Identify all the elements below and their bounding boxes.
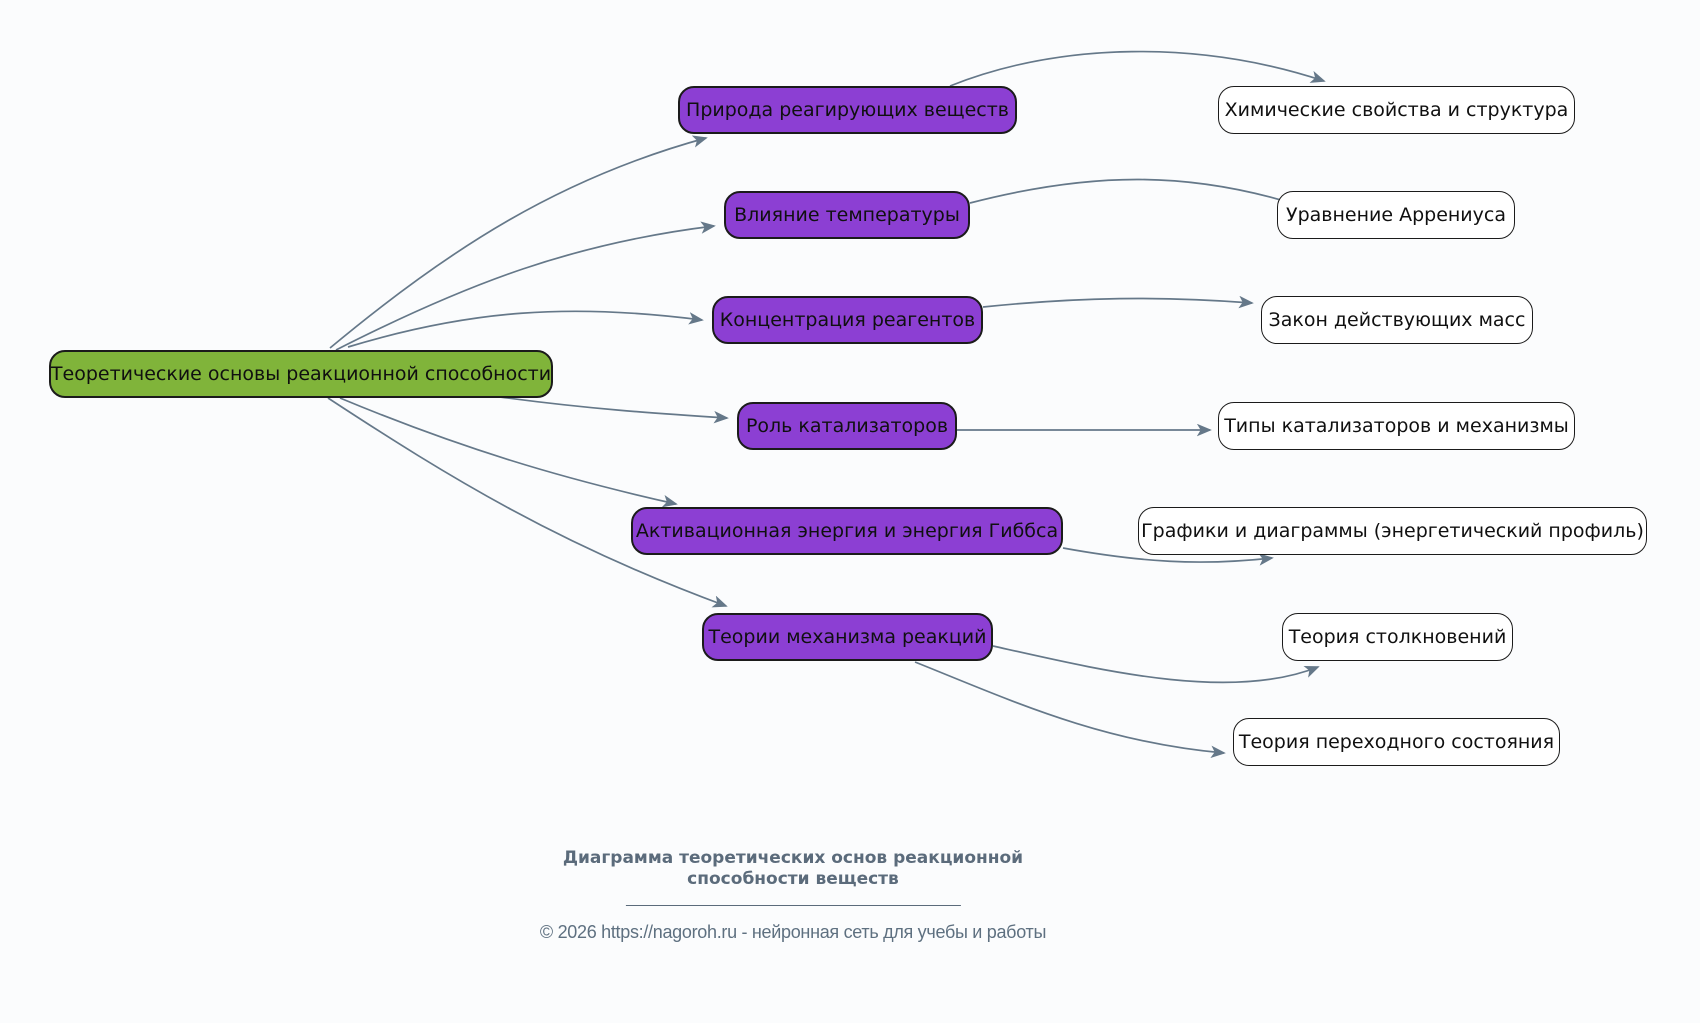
branch-node-5: Активационная энергия и энергия Гиббса xyxy=(631,507,1063,555)
leaf-node-7: Теория переходного состояния xyxy=(1233,718,1560,766)
arrow-branch2-to-leaf2 xyxy=(970,179,1304,207)
footer-divider xyxy=(625,905,960,906)
branch-node-4: Роль катализаторов xyxy=(737,402,957,450)
arrow-root-to-branch-4 xyxy=(500,397,727,418)
arrow-branch6-to-leaf6 xyxy=(993,646,1318,682)
arrow-root-to-branch-3 xyxy=(348,311,702,347)
footer-title xyxy=(540,848,1046,889)
root-node: Теоретические основы реакционной способности xyxy=(49,350,553,398)
arrow-branch3-to-leaf3 xyxy=(983,298,1252,307)
leaf-node-3: Закон действующих масс xyxy=(1261,296,1533,344)
footer-title-line2: способности веществ xyxy=(687,868,899,889)
arrow-root-to-branch-5 xyxy=(340,398,676,504)
footer xyxy=(540,848,1046,943)
leaf-node-1: Химические свойства и структура xyxy=(1218,86,1575,134)
footer-title-line1: Диаграмма теоретических основ реакционной xyxy=(562,848,1024,868)
arrow-branch6-to-leaf7 xyxy=(915,662,1224,753)
branch-node-6: Теории механизма реакций xyxy=(702,613,993,661)
arrow-branch1-to-leaf1 xyxy=(950,52,1324,86)
branch-node-3: Концентрация реагентов xyxy=(712,296,983,344)
leaf-node-6: Теория столкновений xyxy=(1282,613,1513,661)
leaf-node-5: Графики и диаграммы (энергетический профиль) xyxy=(1138,507,1647,555)
leaf-node-2: Уравнение Аррениуса xyxy=(1277,191,1515,239)
arrow-root-to-branch-1 xyxy=(330,138,706,348)
leaf-node-4: Типы катализаторов и механизмы xyxy=(1218,402,1575,450)
branch-node-1: Природа реагирующих веществ xyxy=(678,86,1017,134)
branch-node-2: Влияние температуры xyxy=(724,191,970,239)
footer-copyright: © 2026 https://nagoroh.ru - нейронная сеть для учебы и работы xyxy=(539,922,1047,943)
arrow-root-to-branch-2 xyxy=(336,226,714,350)
